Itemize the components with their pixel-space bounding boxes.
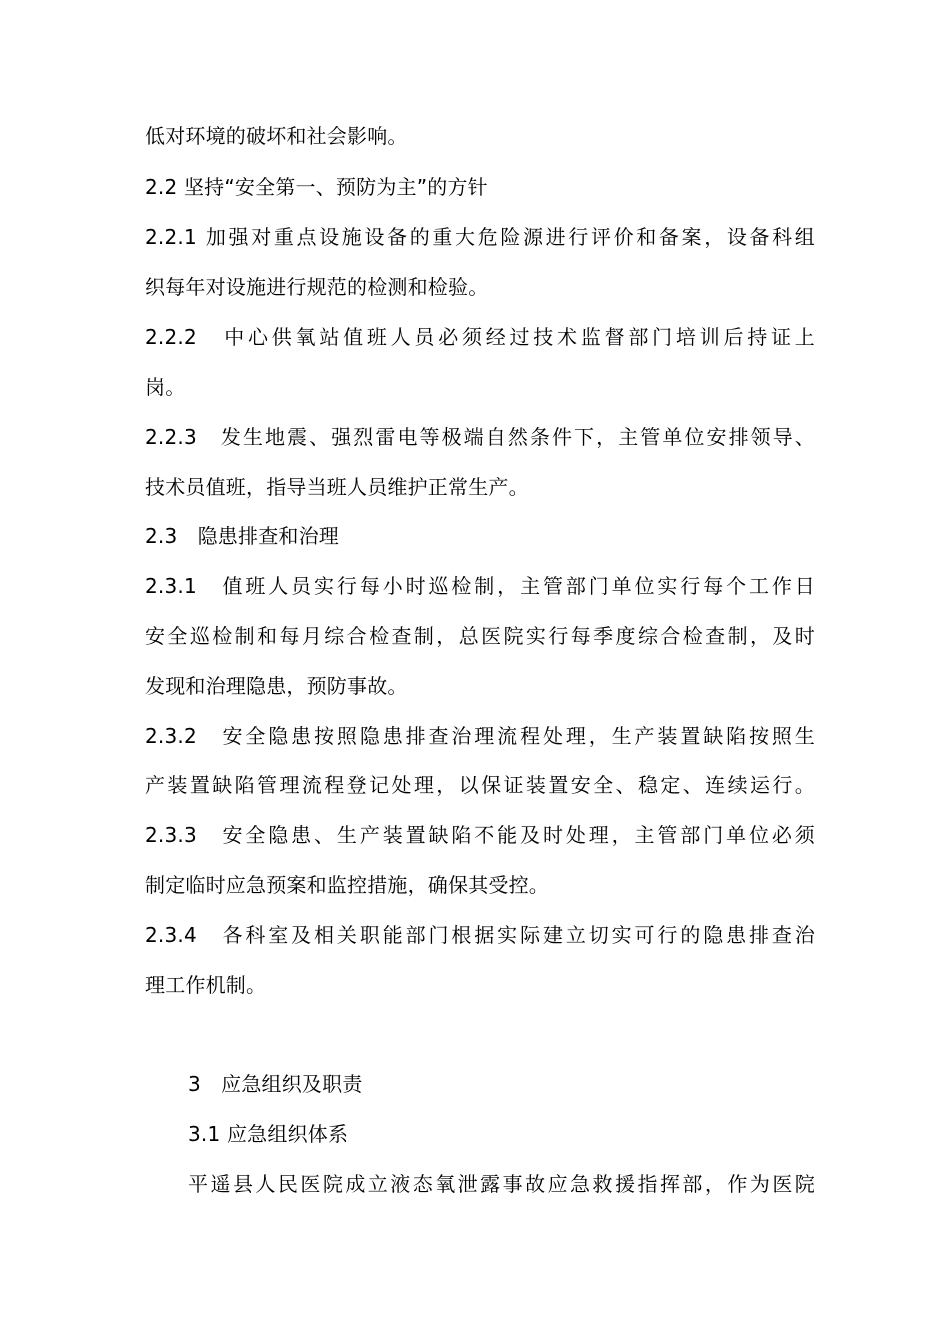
- text-line: 2.2.3 发生地震、强烈雷电等极端自然条件下，主管单位安排领导、: [145, 425, 815, 449]
- text-line: 2.2.1 加强对重点设施设备的重大危险源进行评价和备案，设备科组: [145, 225, 815, 249]
- text-line: 安全巡检制和每月综合检查制，总医院实行每季度综合检查制，及时: [145, 624, 815, 648]
- text-line: 2.3.4 各科室及相关职能部门根据实际建立切实可行的隐患排查治: [145, 923, 815, 947]
- text-line: 发现和治理隐患，预防事故。: [145, 674, 408, 698]
- section-heading: 2.2 坚持“安全第一、预防为主”的方针: [145, 175, 488, 199]
- text-line: 2.2.2 中心供氧站值班人员必须经过技术监督部门培训后持证上: [145, 325, 815, 349]
- text-line: 制定临时应急预案和监控措施，确保其受控。: [145, 873, 549, 897]
- text-line: 2.3.3 安全隐患、生产装置缺陷不能及时处理，主管部门单位必须: [145, 823, 815, 847]
- text-line: 2.3.1 值班人员实行每小时巡检制，主管部门单位实行每个工作日: [145, 574, 815, 598]
- text-line: 平遥县人民医院成立液态氧泄露事故应急救援指挥部，作为医院: [188, 1172, 815, 1196]
- text-line: 技术员值班，指导当班人员维护正常生产。: [145, 475, 529, 499]
- text-line: 织每年对设施进行规范的检测和检验。: [145, 275, 489, 299]
- text-line: 理工作机制。: [145, 973, 267, 997]
- text-line: 产装置缺陷管理流程登记处理，以保证装置安全、稳定、连续运行。: [145, 773, 815, 797]
- section-heading: 3.1 应急组织体系: [188, 1122, 349, 1146]
- chapter-heading: 3 应急组织及职责: [188, 1072, 363, 1096]
- text-line: 岗。: [145, 375, 186, 399]
- text-line: 2.3.2 安全隐患按照隐患排查治理流程处理，生产装置缺陷按照生: [145, 724, 815, 748]
- text-line: 低对环境的破坏和社会影响。: [145, 124, 408, 148]
- section-heading: 2.3 隐患排查和治理: [145, 524, 340, 548]
